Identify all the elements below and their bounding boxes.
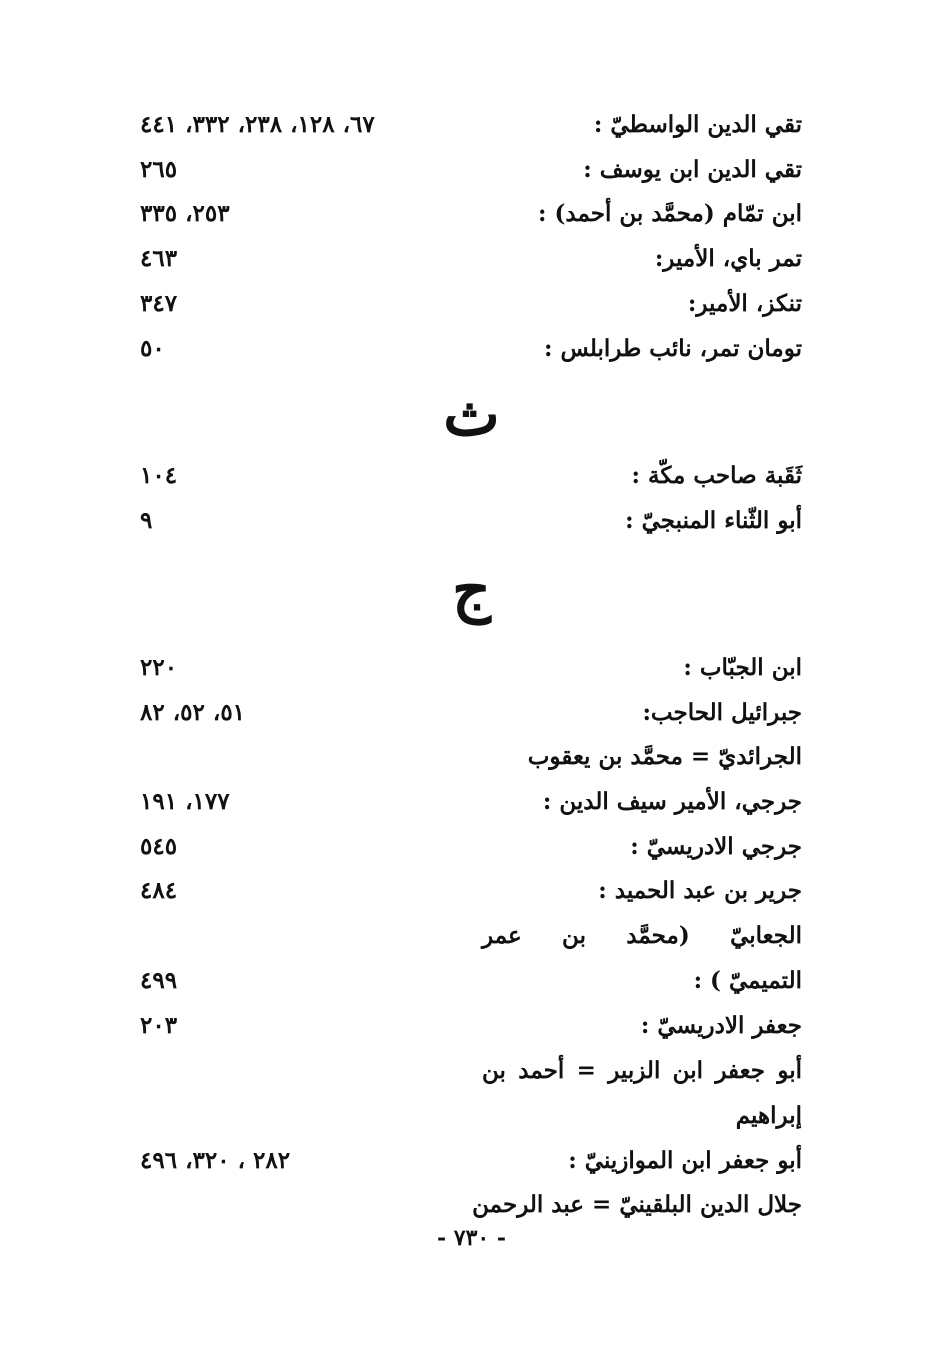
page-number: - ٧٣٠ - (436, 1225, 507, 1251)
entry-name: ابن تمّام (محمَّد بن أحمد) : (538, 200, 802, 227)
index-entry (140, 693, 802, 733)
entry-pages: ٤٨٤ (140, 877, 178, 904)
entry-pages: ٥٠ (140, 335, 165, 362)
entry-pages: ١٠٤ (140, 462, 178, 489)
entry-pages: ٢٥٣، ٣٣٥ (140, 200, 230, 227)
entry-name: تنكز، الأمير: (687, 290, 802, 317)
section-heading-jim: ج (452, 555, 491, 625)
entry-name: أبو الثّناء المنبجيّ : (625, 507, 802, 534)
index-entry (140, 648, 802, 688)
entry-name: تومان تمر، نائب طرابلس : (544, 335, 802, 362)
entry-name: ثَقَبة صاحب مكّة : (631, 462, 802, 489)
entry-name: جبرائيل الحاجب: (642, 699, 802, 726)
index-entry (140, 150, 802, 190)
index-entry (140, 1141, 802, 1181)
index-entry (140, 456, 802, 496)
entry-name: ابن الجبّاب : (683, 654, 802, 681)
index-entry (140, 194, 802, 234)
entry-name: أبو جعفر ابن الموازينيّ : (568, 1147, 802, 1174)
entry-pages: ٩ (140, 507, 153, 534)
index-entry (140, 916, 802, 956)
index-entry (140, 239, 802, 279)
entry-name: التميميّ ) : (693, 967, 802, 994)
entry-pages: ١٧٧، ١٩١ (140, 788, 230, 815)
index-entry (140, 284, 802, 324)
index-entry (140, 871, 802, 911)
entry-name: جعفر الادريسيّ : (640, 1012, 802, 1039)
index-entry (140, 737, 802, 777)
index-entry (140, 1185, 802, 1225)
entry-name: جرجي، الأمير سيف الدين : (542, 788, 802, 815)
entry-name: أبو جعفر ابن الزبير = أحمد بن (482, 1057, 802, 1084)
index-entry (140, 782, 802, 822)
index-entry (140, 329, 802, 369)
entry-pages: ٢٦٥ (140, 156, 178, 183)
index-entry (140, 105, 802, 145)
entry-name: جرير بن عبد الحميد : (598, 877, 802, 904)
entry-name: تقي الدين ابن يوسف : (583, 156, 802, 183)
entry-name: تقي الدين الواسطيّ : (593, 111, 802, 138)
entry-name: تمر باي، الأمير: (654, 245, 802, 272)
index-entry (140, 1096, 802, 1136)
index-entry (140, 501, 802, 541)
entry-name: الجعابيّ (محمَّد بن عمر (482, 922, 802, 949)
entry-pages: ٤٦٣ (140, 245, 178, 272)
entry-name: جرجي الادريسيّ : (630, 833, 802, 860)
index-entry (140, 1006, 802, 1046)
entry-pages: ٦٧، ١٢٨، ٢٣٨، ٣٣٢، ٤٤١ (140, 111, 375, 138)
index-entry (140, 1051, 802, 1091)
entry-pages: ٥١، ٥٢، ٨٢ (140, 699, 246, 726)
index-entry (140, 961, 802, 1001)
entry-name: إبراهيم (735, 1102, 802, 1129)
entry-name: الجرائديّ = محمَّد بن يعقوب (527, 743, 802, 770)
entry-pages: ٢٨٢ ، ٣٢٠، ٤٩٦ (140, 1147, 291, 1174)
section-heading-tha: ث (443, 380, 500, 450)
entry-pages: ٢٢٠ (140, 654, 178, 681)
entry-pages: ٥٤٥ (140, 833, 178, 860)
entry-pages: ٣٤٧ (140, 290, 178, 317)
entry-name: جلال الدين البلقينيّ = عبد الرحمن (472, 1191, 802, 1218)
entry-pages: ٤٩٩ (140, 967, 178, 994)
entry-pages: ٢٠٣ (140, 1012, 178, 1039)
index-entry (140, 827, 802, 867)
